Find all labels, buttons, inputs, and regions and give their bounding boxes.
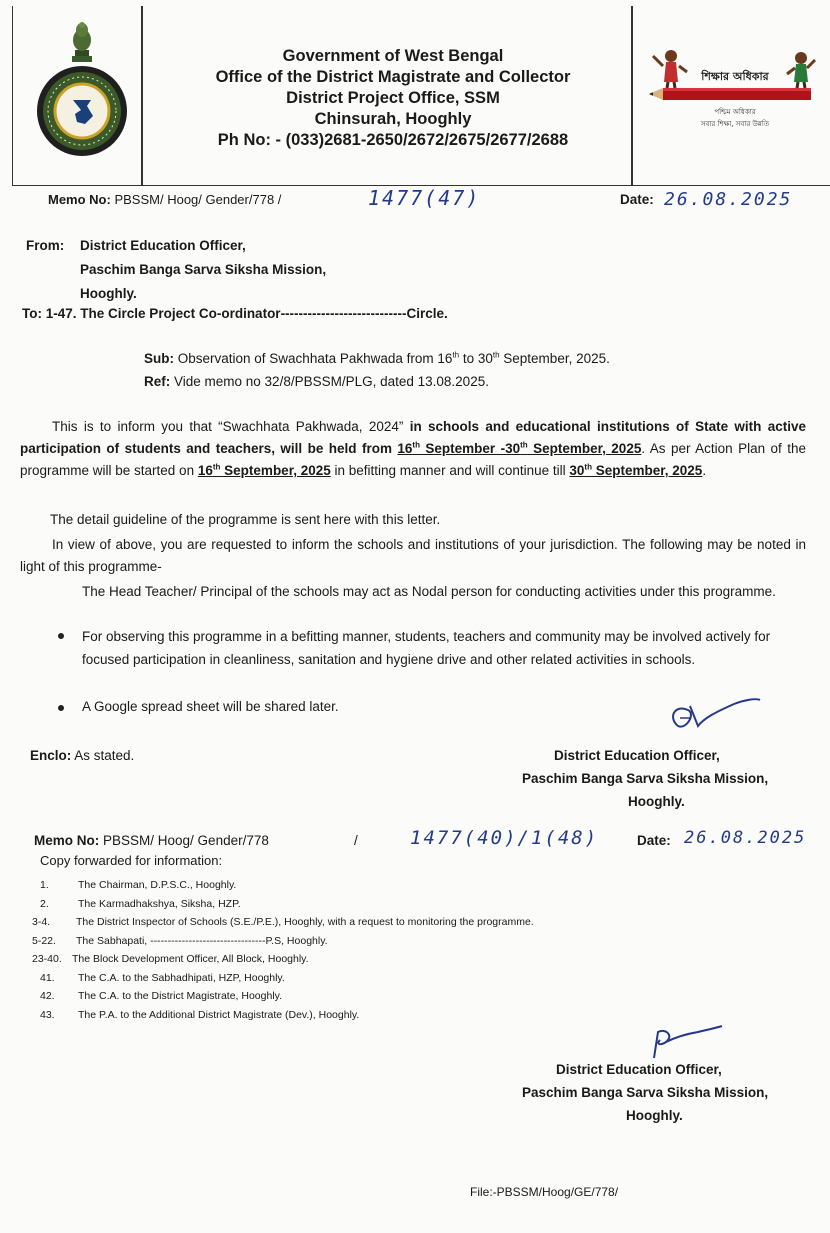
- to-text: 1-47. The Circle Project Co-ordinator----------------------------Circle.: [45, 306, 448, 321]
- memo-label: Memo No:: [34, 833, 100, 848]
- body-text: .: [702, 463, 707, 478]
- signatory-organisation: Paschim Banga Sarva Siksha Mission,: [522, 771, 769, 786]
- memo-value: PBSSM/ Hoog/ Gender/778: [103, 833, 269, 848]
- government-name: Government of West Bengal: [282, 47, 504, 65]
- subject-line: [144, 349, 610, 369]
- list-item-text: The C.A. to the District Magistrate, Hooghly.: [78, 990, 283, 1002]
- signatory-district: Hooghly.: [628, 794, 685, 809]
- office-location: Chinsurah, Hooghly: [314, 110, 472, 128]
- west-bengal-emblem: [33, 20, 129, 170]
- signature-icon: [646, 1024, 726, 1064]
- list-item-number: 23-40.: [32, 953, 62, 965]
- date-text: September, 2025: [591, 463, 703, 478]
- office-phone: Ph No: - (033)2681-2650/2672/2675/2677/2688: [217, 131, 569, 149]
- ordinal-suffix: th: [520, 440, 528, 450]
- list-item-text: The Chairman, D.P.S.C., Hooghly.: [78, 879, 237, 891]
- body-paragraph-3: In view of above, you are requested to inform the schools and institutions of your jurisdiction. The following may be noted in light of this programme-: [20, 537, 806, 574]
- body-paragraph-1: [20, 416, 806, 482]
- enclosure-line: [30, 746, 134, 766]
- memo-value: PBSSM/ Hoog/ Gender/778 /: [114, 192, 282, 207]
- ordinal-suffix: th: [492, 350, 500, 360]
- reference-text: Vide memo no 32/8/PBSSM/PLG, dated 13.08.2025.: [170, 374, 489, 389]
- body-text: in befitting manner and will continue till: [330, 463, 570, 478]
- header-divider: [141, 6, 143, 186]
- file-reference: File:-PBSSM/Hoog/GE/778/: [470, 1185, 619, 1199]
- list-item-number: 2.: [40, 897, 49, 910]
- memo-date-handwritten: 26.08.2025: [664, 189, 793, 210]
- office-name: Office of the District Magistrate and Collector: [215, 68, 571, 86]
- list-item-text: The Sabhapati, ---------------------------------P.S, Hooghly.: [76, 934, 328, 947]
- copy-forwarded-heading: Copy forwarded for information:: [40, 853, 223, 868]
- enclosure-label: Enclo:: [30, 748, 72, 763]
- subject-text: Observation of Swachhata Pakhwada from 16: [174, 351, 453, 366]
- ordinal-suffix: th: [452, 350, 460, 360]
- from-line-3: Hooghly.: [80, 286, 137, 301]
- list-item: [32, 913, 534, 932]
- list-item: [32, 950, 534, 969]
- body-paragraph-2: The detail guideline of the programme is sent here with this letter.: [50, 512, 441, 527]
- to-label: To:: [22, 306, 42, 321]
- logo-title: শিক্ষার অধিকার: [701, 70, 769, 83]
- body-text-bold: in schools and educational institutions of State with active participation of students and teachers, will be held from: [20, 419, 806, 456]
- memo-date: [620, 190, 654, 210]
- list-item-number: 5-22.: [32, 934, 56, 947]
- list-item: [40, 987, 534, 1006]
- office-address-block: [163, 46, 623, 151]
- list-item: [32, 932, 534, 951]
- list-item-number: 43.: [40, 1008, 55, 1021]
- list-item-text: The District Inspector of Schools (S.E./P.E.), Hooghly, with a request to monitoring the programme.: [76, 916, 534, 928]
- body-text: This is to inform you that “Swachhata Pakhwada, 2024”: [52, 419, 404, 434]
- biswa-bangla-seal-icon: [35, 64, 129, 158]
- list-item: [40, 969, 534, 988]
- bullet-icon: [58, 633, 64, 639]
- memo-number: [48, 190, 281, 210]
- date-text: September, 2025: [220, 463, 331, 478]
- list-item-1: The Head Teacher/ Principal of the schools may act as Nodal person for conducting activities under this programme.: [82, 584, 776, 599]
- list-item-2: For observing this programme in a befitting manner, students, teachers and community may be involved actively for focused participation in cleanliness, sanitation and hygiene drive and other related activities in schools.: [82, 629, 771, 667]
- list-item-number: 41.: [40, 971, 55, 984]
- signatory-district-2: Hooghly.: [626, 1108, 683, 1123]
- logo-subtitle-2: সবার শিক্ষা, সবার উন্নতি: [700, 120, 770, 128]
- memo-slash: /: [354, 833, 358, 848]
- list-item-number: 42.: [40, 990, 55, 1002]
- signatory-title: District Education Officer,: [554, 748, 720, 763]
- list-item-text: The P.A. to the Additional District Magistrate (Dev.), Hooghly.: [78, 1008, 360, 1021]
- ordinal-suffix: th: [584, 462, 592, 472]
- ordinal-suffix: th: [212, 462, 221, 472]
- list-item: [40, 895, 534, 914]
- memo-handwritten-number: 1477(47): [368, 186, 481, 210]
- from-label: From:: [26, 238, 65, 253]
- date-text: September, 2025: [527, 441, 642, 456]
- list-item-3: A Google spread sheet will be shared later.: [82, 699, 339, 714]
- list-item-text: The C.A. to the Sabhadhipati, HZP, Hooghly.: [78, 971, 285, 984]
- reference-line: [144, 372, 489, 392]
- subject-label: Sub:: [144, 351, 174, 366]
- date-label: Date:: [620, 192, 654, 207]
- signature-icon: [664, 696, 764, 740]
- letterhead: [12, 6, 830, 186]
- project-office-name: District Project Office, SSM: [286, 89, 500, 107]
- to-line: [22, 304, 448, 324]
- from-line-2: Paschim Banga Sarva Siksha Mission,: [80, 262, 327, 277]
- from-line-1: District Education Officer,: [80, 238, 246, 253]
- list-item-text: The Karmadhakshya, Siksha, HZP.: [78, 897, 241, 910]
- memo-handwritten-number-2: 1477(40)/1(48): [410, 827, 599, 849]
- date-text: 16: [397, 441, 413, 456]
- memo-number-2: [34, 831, 269, 851]
- signatory-organisation-2: Paschim Banga Sarva Siksha Mission,: [522, 1085, 769, 1100]
- signatory-title-2: District Education Officer,: [556, 1062, 722, 1077]
- list-item-number: 3-4.: [32, 916, 51, 928]
- date-text: 30: [569, 463, 585, 478]
- logo-subtitle-1: পশ্চিম অধিকার: [714, 108, 756, 116]
- list-item: [40, 876, 534, 895]
- list-item-number: 1.: [40, 879, 49, 891]
- bullet-icon: [58, 705, 64, 711]
- body-text: . As per Action Plan of the programme will be started on: [20, 441, 806, 478]
- memo-label: Memo No:: [48, 192, 111, 207]
- memo-date-handwritten-2: 26.08.2025: [684, 828, 807, 848]
- lion-capital-icon: [69, 20, 95, 64]
- enclosure-text: As stated.: [71, 748, 135, 763]
- date-text: 16: [197, 463, 213, 478]
- list-item-text: The Block Development Officer, All Block, Hooghly.: [72, 953, 309, 965]
- shikshar-adhikar-logo: [641, 42, 821, 142]
- pencil-children-icon: [641, 42, 821, 142]
- ordinal-suffix: th: [412, 440, 420, 450]
- date-label: Date:: [637, 833, 671, 848]
- subject-text: September, 2025.: [499, 351, 610, 366]
- list-item: [40, 1006, 534, 1025]
- date-text: September -30: [419, 441, 521, 456]
- copy-forwarded-list: [32, 876, 534, 1024]
- header-divider: [631, 6, 633, 186]
- subject-text: to 30: [459, 351, 493, 366]
- reference-label: Ref:: [144, 374, 171, 389]
